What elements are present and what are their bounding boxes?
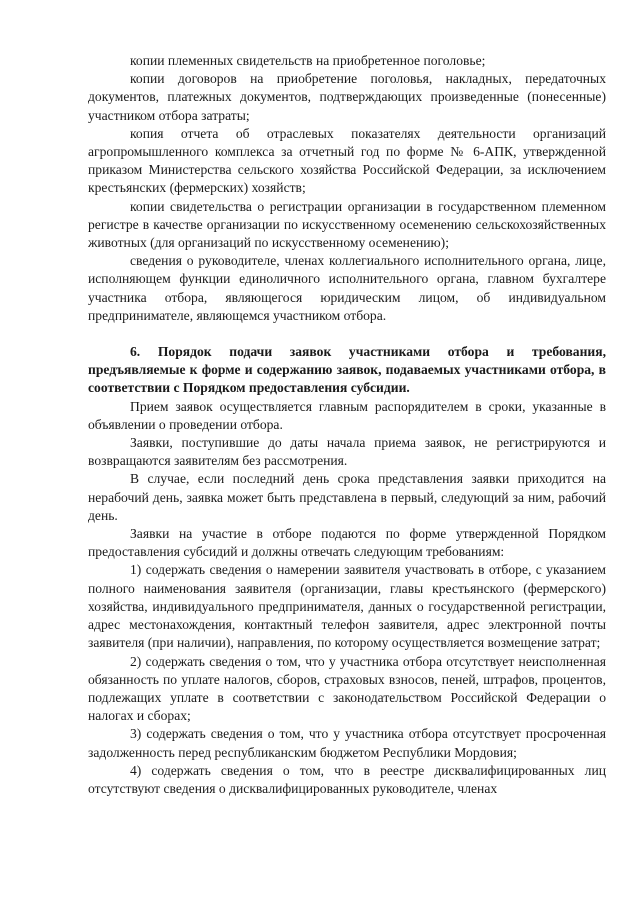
paragraph: копии свидетельства о регистрации организации в государственном племенном регистре в качестве организации по искусственному осеменению сельскохозяйственных животных (для организаций по искусственному осеменению);	[88, 198, 606, 251]
paragraph: сведения о руководителе, членах коллегиального исполнительного органа, лице, исполняющем функции единоличного исполнительного органа, главном бухгалтере участника отбора, являющегося юридическим лицом, об индивидуальном предпринимателе, являющемся участником отбора.	[88, 253, 606, 323]
section-heading: 6. Порядок подачи заявок участниками отбора и требования, предъявляемые к форме и содержанию заявок, подаваемых участниками отбора, в соответствии с Порядком предоставления субсидии.	[88, 344, 606, 396]
document-page	[88, 52, 606, 798]
paragraph: 2) содержать сведения о том, что у участника отбора отсутствует неисполненная обязанность по уплате налогов, сборов, страховых взносов, пеней, штрафов, процентов, подлежащих уплате в соответствии с законодательством Российской Федерации о налогах и сборах;	[88, 653, 606, 724]
paragraph: 4) содержать сведения о том, что в реестре дисквалифицированных лиц отсутствуют сведения о дисквалифицированных руководителе, членах	[88, 762, 606, 796]
paragraph: 3) содержать сведения о том, что у участника отбора отсутствует просроченная задолженность перед республиканским бюджетом Республики Мордовия;	[88, 726, 606, 760]
paragraph: В случае, если последний день срока представления заявки приходится на нерабочий день, заявка может быть представлена в первый, следующий за ним, рабочий день.	[88, 471, 606, 523]
paragraph: копии племенных свидетельств на приобретенное поголовье;	[130, 53, 486, 68]
paragraph: Заявки на участие в отборе подаются по форме утвержденной Порядком предоставления субсидий и должны отвечать следующим требованиям:	[88, 526, 606, 560]
section-spacer	[88, 325, 606, 343]
paragraph: копия отчета об отраслевых показателях деятельности организаций агропромышленного комплекса за отчетный год по форме № 6-АПК, утвержденной приказом Министерства сельского хозяйства Российской Федерации, за исключением крестьянских (фермерских) хозяйств;	[88, 125, 606, 196]
paragraph: Прием заявок осуществляется главным распорядителем в сроки, указанные в объявлении о проведении отбора.	[88, 398, 606, 432]
paragraph: копии договоров на приобретение поголовья, накладных, передаточных документов, платежных документов, подтверждающих произведенные (понесенные) участником отбора затраты;	[88, 71, 606, 123]
paragraph: Заявки, поступившие до даты начала приема заявок, не регистрируются и возвращаются заявителям без рассмотрения.	[88, 435, 606, 469]
paragraph: 1) содержать сведения о намерении заявителя участвовать в отборе, с указанием полного наименования заявителя (организации, главы крестьянского (фермерского) хозяйства, индивидуального предпринимателя, данных о государственной регистрации, адрес местонахождения, контактный телефон заявителя, адрес электронной почты заявителя (при наличии), направления, по которому осуществляется возмещение затрат;	[88, 562, 606, 651]
